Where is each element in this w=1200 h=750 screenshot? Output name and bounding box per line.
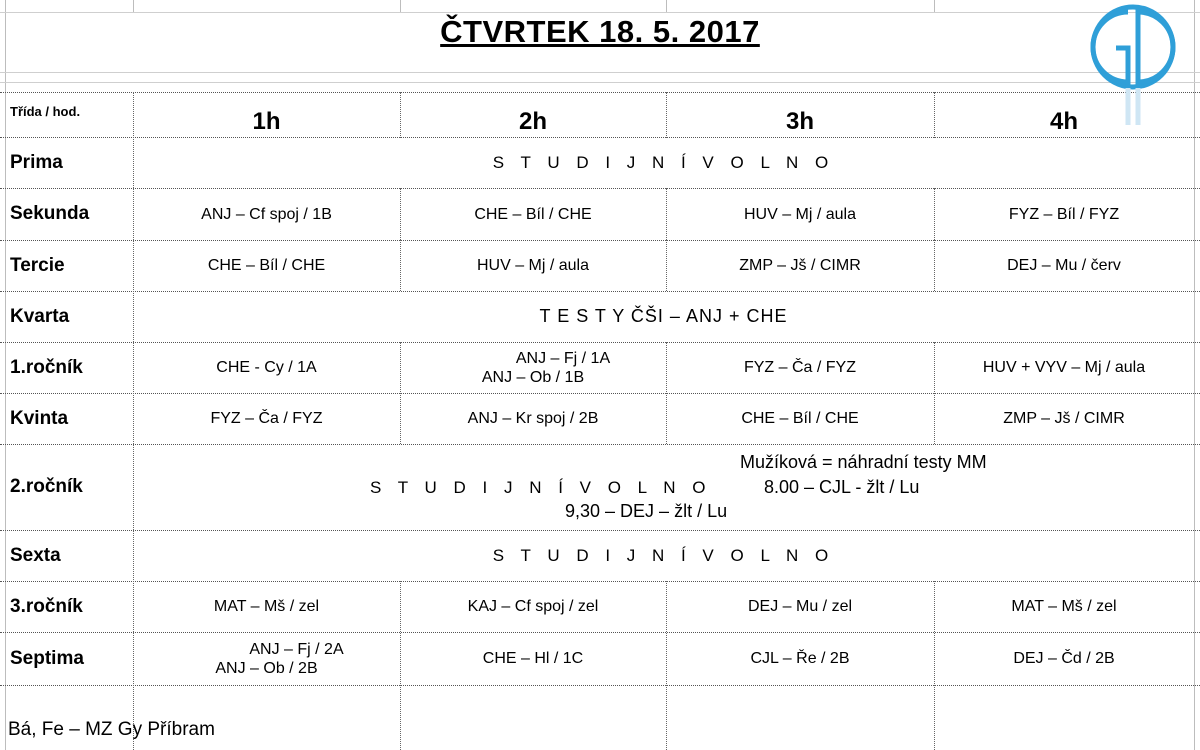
kvinta-cell-1: FYZ – Ča / FYZ	[210, 410, 323, 427]
row-label-3-rocnik: 3.ročník	[10, 595, 83, 617]
tercie-cell-4: DEJ – Mu / červ	[1007, 257, 1121, 274]
page-title: ČTVRTEK 18. 5. 2017	[440, 14, 760, 49]
kvarta-span: T E S T Y ČŠI – ANJ + CHE	[539, 306, 788, 326]
row-label-kvarta: Kvarta	[10, 305, 70, 327]
septima-cell-3: CJL – Ře / 2B	[750, 650, 850, 667]
rocnik1-cell-1: CHE - Cy / 1A	[216, 359, 317, 376]
rocnik2-note-3: 9,30 – DEJ – žlt / Lu	[565, 501, 728, 521]
row-label-1-rocnik: 1.ročník	[10, 356, 83, 378]
header-hour-3: 3h	[785, 108, 814, 135]
tercie-cell-1: CHE – Bíl / CHE	[207, 257, 326, 274]
sexta-span: S T U D I J N Í V O L N O	[492, 546, 835, 565]
header-corner: Třída / hod.	[10, 104, 81, 119]
kvinta-cell-2: ANJ – Kr spoj / 2B	[467, 410, 599, 427]
rocnik3-cell-2: KAJ – Cf spoj / zel	[467, 598, 599, 615]
rocnik2-note-1: Mužíková = náhradní testy MM	[740, 452, 987, 472]
row-label-2-rocnik: 2.ročník	[10, 476, 83, 497]
tercie-cell-2: HUV – Mj / aula	[476, 257, 590, 274]
rocnik1-cell-2	[400, 342, 666, 393]
row-label-septima: Septima	[10, 647, 84, 669]
rocnik3-cell-4: MAT – Mš / zel	[1011, 598, 1117, 615]
sekunda-cell-4: FYZ – Bíl / FYZ	[1008, 205, 1120, 223]
header-hour-4: 4h	[1049, 108, 1078, 135]
header-hour-2: 2h	[518, 108, 547, 135]
rocnik3-cell-1: MAT – Mš / zel	[213, 598, 320, 615]
rocnik1-cell-3: FYZ – Ča / FYZ	[743, 359, 856, 376]
header-hour-1: 1h	[252, 108, 281, 135]
sekunda-cell-3: HUV – Mj / aula	[743, 205, 857, 223]
rocnik1-cell-2-line-1: ANJ – Fj / 1A	[515, 349, 611, 367]
row-label-kvinta: Kvinta	[10, 407, 69, 429]
tercie-cell-3: ZMP – Jš / CIMR	[739, 257, 861, 274]
sekunda-cell-2: CHE – Bíl / CHE	[474, 205, 592, 223]
rocnik2-note-2: 8.00 – CJL - žlt / Lu	[764, 477, 920, 497]
prima-span: S T U D I J N Í V O L N O	[492, 153, 835, 172]
rocnik2-span: S T U D I J N Í V O L N O	[370, 478, 712, 497]
rocnik3-cell-3: DEJ – Mu / zel	[747, 598, 853, 615]
septima-cell-4: DEJ – Čd / 2B	[1013, 650, 1115, 667]
septima-cell-1	[133, 632, 400, 685]
row-label-sekunda: Sekunda	[10, 203, 90, 224]
row-label-prima: Prima	[10, 151, 63, 173]
rocnik1-cell-4: HUV + VYV – Mj / aula	[982, 359, 1146, 376]
row-label-sexta: Sexta	[10, 544, 61, 566]
kvinta-cell-3: CHE – Bíl / CHE	[741, 410, 859, 427]
septima-cell-1-line-2: ANJ – Ob / 2B	[215, 659, 318, 677]
septima-cell-2: CHE – Hl / 1C	[482, 650, 584, 667]
footer-note: Bá, Fe – MZ Gy Příbram	[8, 719, 215, 740]
rocnik1-cell-2-line-2: ANJ – Ob / 1B	[481, 368, 585, 386]
kvinta-cell-4: ZMP – Jš / CIMR	[1003, 410, 1125, 427]
septima-cell-1-line-1: ANJ – Fj / 2A	[249, 640, 344, 658]
sekunda-cell-1: ANJ – Cf spoj / 1B	[201, 205, 332, 223]
row-label-tercie: Tercie	[10, 254, 65, 276]
